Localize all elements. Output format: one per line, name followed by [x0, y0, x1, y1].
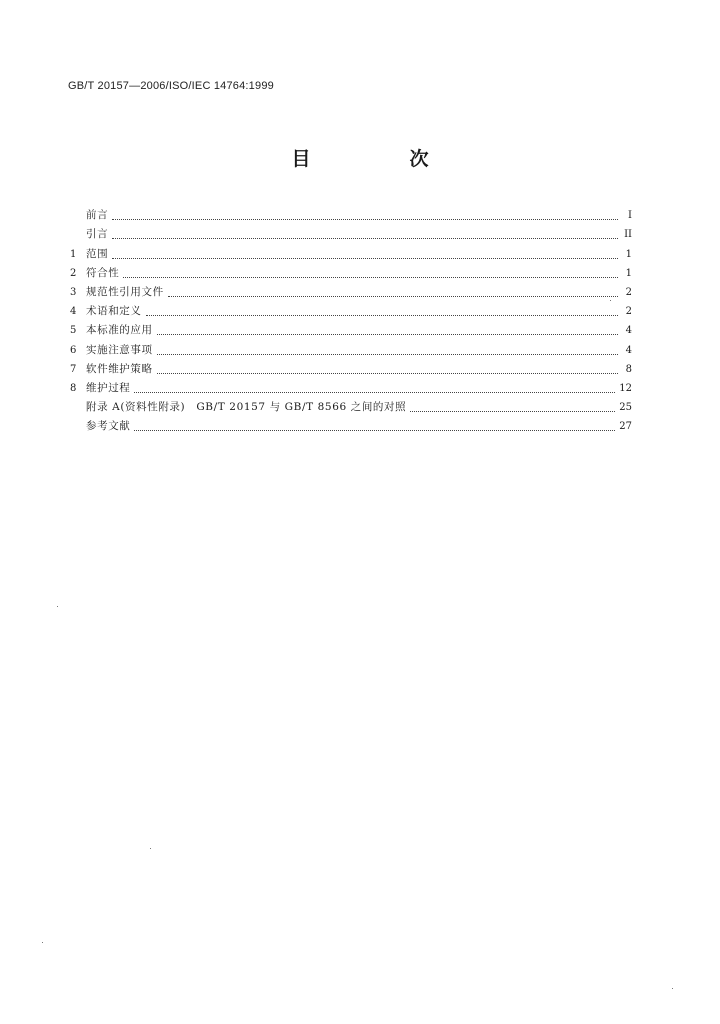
scan-speck [672, 988, 673, 989]
toc-leader-dots [123, 276, 618, 278]
toc-leader-dots [157, 353, 618, 355]
toc-entry-label: 参考文献 [86, 420, 131, 433]
toc-entry-annex-a[interactable] [70, 396, 632, 415]
toc-entry-number: 1 [70, 248, 77, 260]
toc-entry-label: 实施注意事项 [86, 343, 153, 356]
toc-entry-label: 符合性 [86, 266, 120, 279]
toc-entry-page: 2 [625, 286, 632, 298]
toc-entry-label: 维护过程 [86, 381, 131, 394]
scan-speck [610, 300, 611, 301]
toc-leader-dots [134, 429, 615, 431]
toc-entry-maintenance-process[interactable] [70, 377, 632, 396]
toc-entry-implementation-notes[interactable] [70, 338, 632, 357]
toc-entry-page: 27 [619, 421, 632, 433]
toc-entry-page: 8 [625, 363, 632, 375]
toc-entry-label: 前言 [86, 209, 109, 222]
standard-header: GB/T 20157—2006/ISO/IEC 14764:1999 [68, 80, 274, 92]
scan-speck [150, 848, 151, 849]
toc-leader-dots [134, 391, 615, 393]
toc-entry-label: 术语和定义 [86, 305, 142, 318]
toc-entry-label: 引言 [86, 228, 109, 241]
scan-speck [42, 942, 43, 943]
toc-entry-page: 1 [625, 248, 632, 260]
toc-entry-introduction[interactable] [70, 223, 632, 242]
toc-leader-dots [112, 218, 618, 220]
toc-entry-page: 4 [625, 344, 632, 356]
toc-leader-dots [157, 372, 618, 374]
toc-leader-dots [112, 257, 618, 259]
toc-entry-page: II [624, 229, 632, 241]
toc-leader-dots [157, 333, 618, 335]
toc-entry-application[interactable] [70, 319, 632, 338]
toc-entry-page: 4 [625, 325, 632, 337]
scan-speck [57, 606, 58, 607]
toc-entry-number: 5 [70, 325, 77, 337]
toc-entry-normative-references[interactable] [70, 281, 632, 300]
toc-entry-number: 2 [70, 267, 77, 279]
toc-leader-dots [168, 295, 618, 297]
toc-entry-page: 25 [619, 402, 632, 414]
toc-title: 目 次 [291, 148, 469, 170]
toc-entry-page: 12 [619, 382, 632, 394]
toc-leader-dots [146, 314, 619, 316]
toc-entry-number: 4 [70, 306, 77, 318]
toc-entry-number: 7 [70, 363, 77, 375]
toc-entry-page: 1 [625, 267, 632, 279]
toc-entry-label: 本标准的应用 [86, 324, 153, 337]
toc-leader-dots [112, 237, 618, 239]
toc-entry-number: 8 [70, 382, 77, 394]
toc-entry-label: 规范性引用文件 [86, 285, 164, 298]
toc-entry-scope[interactable] [70, 242, 632, 261]
table-of-contents [70, 204, 632, 434]
toc-entry-number: 3 [70, 286, 77, 298]
toc-entry-number: 6 [70, 344, 77, 356]
toc-entry-label: 附录 A(资料性附录) GB/T 20157 与 GB/T 8566 之间的对照 [86, 401, 407, 414]
toc-entry-page: 2 [625, 306, 632, 318]
toc-entry-label: 范围 [86, 247, 109, 260]
toc-entry-bibliography[interactable] [70, 415, 632, 434]
toc-entry-page: I [628, 210, 632, 222]
toc-entry-preface[interactable] [70, 204, 632, 223]
toc-entry-conformance[interactable] [70, 262, 632, 281]
toc-leader-dots [410, 410, 615, 412]
toc-entry-label: 软件维护策略 [86, 362, 153, 375]
toc-entry-terms-definitions[interactable] [70, 300, 632, 319]
toc-entry-maintenance-strategy[interactable] [70, 358, 632, 377]
